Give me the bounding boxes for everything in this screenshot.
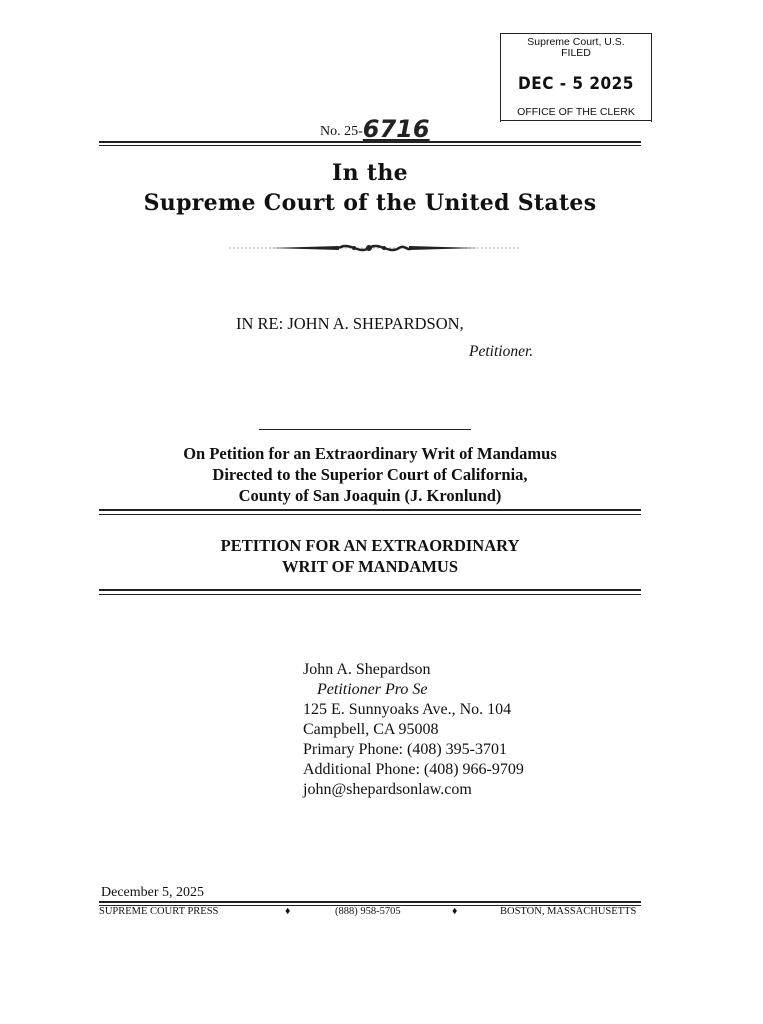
case-number <box>320 113 430 141</box>
footer-separator-2: ♦ <box>452 906 458 917</box>
counsel-role: Petitioner Pro Se <box>317 681 428 698</box>
footer-press: SUPREME COURT PRESS <box>99 906 219 917</box>
footer-city: BOSTON, MASSACHUSETTS <box>500 906 637 917</box>
caption-role: Petitioner. <box>469 343 534 360</box>
header-rule <box>99 141 641 143</box>
caption-rule <box>259 429 471 430</box>
counsel-address-line1: 125 E. Sunnyoaks Ave., No. 104 <box>303 701 512 718</box>
stamp-office: OFFICE OF THE CLERK <box>517 106 635 118</box>
footer-separator-1: ♦ <box>285 906 291 917</box>
filing-date: December 5, 2025 <box>101 885 205 900</box>
caption-party: IN RE: JOHN A. SHEPARDSON, <box>236 314 464 333</box>
court-heading-line2: Supreme Court of the United States <box>143 190 597 216</box>
counsel-name: John A. Shepardson <box>303 661 431 678</box>
counsel-additional-phone: Additional Phone: (408) 966-9709 <box>303 761 524 778</box>
on-petition-line2: Directed to the Superior Court of California, <box>212 465 528 484</box>
on-petition-line3: County of San Joaquin (J. Kronlund) <box>238 486 502 505</box>
counsel-block <box>303 660 524 800</box>
title-rule-bottom <box>99 589 641 591</box>
document-title-line1: PETITION FOR AN EXTRAORDINARY <box>220 536 520 555</box>
counsel-email: john@shepardsonlaw.com <box>303 781 472 798</box>
header-rule-thin <box>99 145 641 146</box>
stamp-date: DEC - 5 2025 <box>518 74 634 94</box>
stamp-bottom-line <box>500 120 652 121</box>
on-petition-line1: On Petition for an Extraordinary Writ of Mandamus <box>183 444 557 463</box>
stamp-status: FILED <box>561 47 591 59</box>
ornament-divider <box>229 241 519 255</box>
court-heading-line1: In the <box>332 160 408 186</box>
stamp-court: Supreme Court, U.S. <box>527 36 625 48</box>
footer-phone: (888) 958-5705 <box>335 906 401 917</box>
title-rule-top-thin <box>99 514 641 515</box>
filing-stamp <box>500 33 652 122</box>
counsel-primary-phone: Primary Phone: (408) 395-3701 <box>303 741 507 758</box>
counsel-address-line2: Campbell, CA 95008 <box>303 721 439 738</box>
title-rule-top <box>99 509 641 511</box>
title-rule-bottom-thin <box>99 594 641 595</box>
document-title-line2: WRIT OF MANDAMUS <box>282 557 458 576</box>
footer-rule <box>99 901 641 903</box>
case-number-prefix: No. 25- <box>320 124 363 139</box>
case-number-handwritten: 6716 <box>362 115 430 143</box>
